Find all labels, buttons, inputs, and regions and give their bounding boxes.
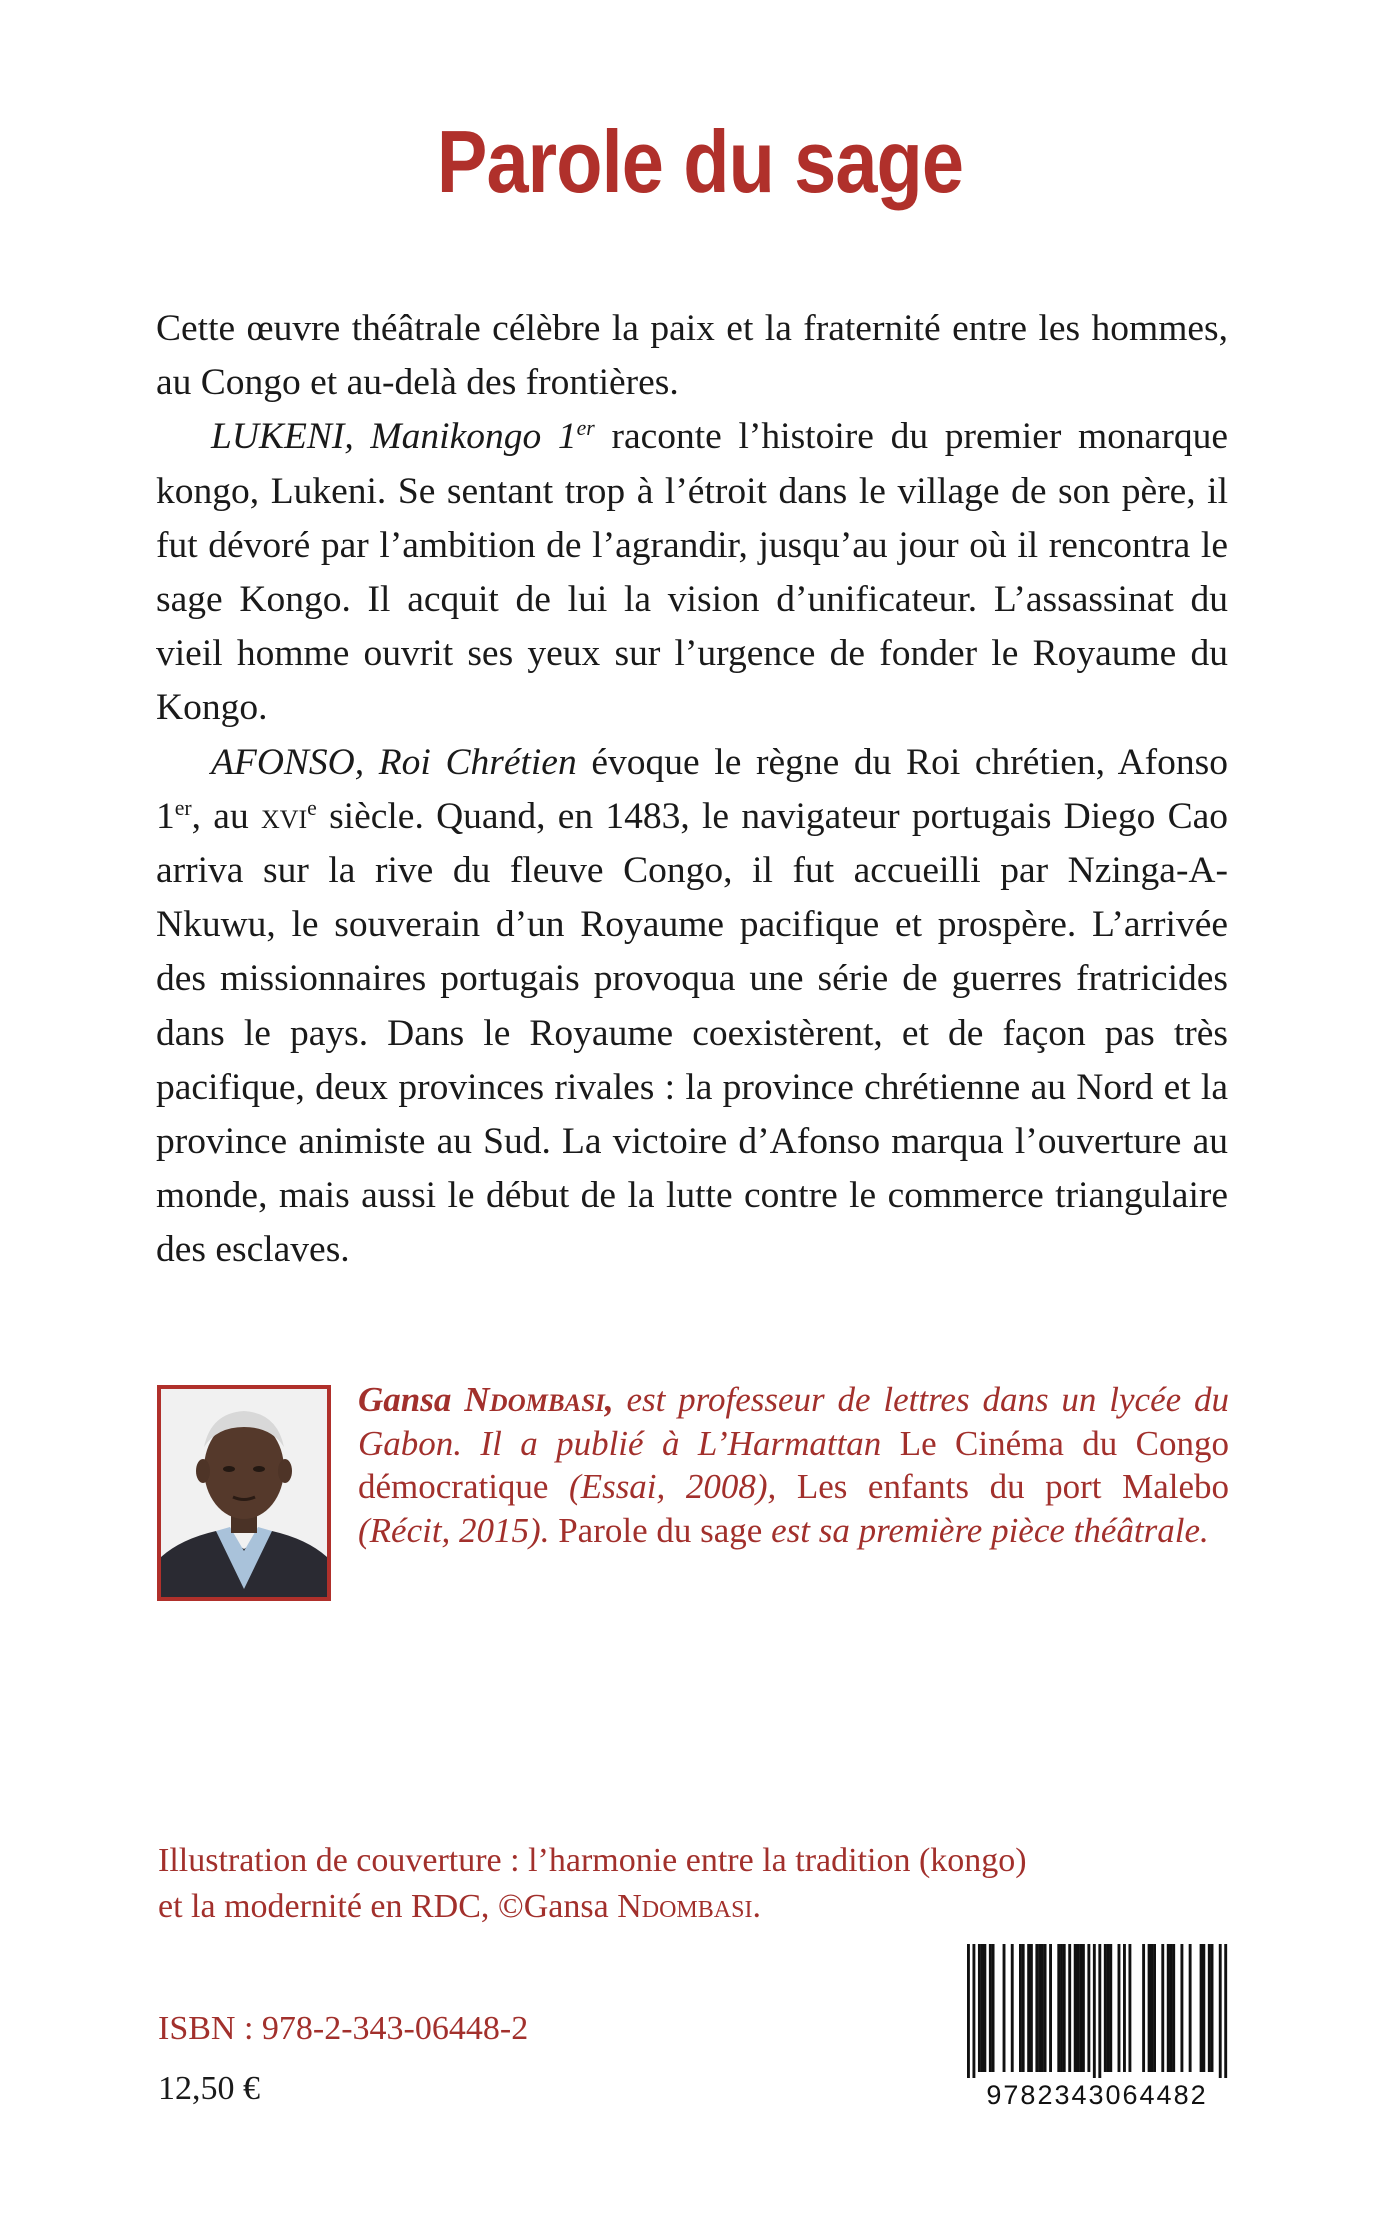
barcode-bar [1060,1944,1063,2072]
barcode-bar [1189,1944,1192,2072]
play-title-lukeni: LUKENI, Manikongo 1 [211,416,577,458]
synopsis [156,302,1228,1278]
lukeni-summary: raconte l’histoire du premier monarque kongo, Lukeni. Se sentant trop à l’étroit dans le village de son père, il fut dévoré par l’ambition de l’agrandir, jusqu’au jour où il rencontra le sage Kongo. Il acquit de lui la vision d’unificateur. L’assassinat du vieil homme ouvrit ses yeux sur l’urgence de fonder le Royaume du Kongo. [156,416,1228,729]
superscript: e [307,795,317,820]
afonso-summary-end: siècle. Quand, en 1483, le navigateur portugais Diego Cao arriva sur la rive du fleuve Congo, il fut accueilli par Nzinga-A-Nkuwu, le souverain d’un Royaume pacifique et prospère. L’arrivée des missionnaires portugais provoqua une série de guerres fratricides dans le pays. Dans le Royaume coexistèrent, et de façon pas très pacifique, deux provinces rivales : la province chrétienne au Nord et la province animiste au Sud. La victoire d’Afonso marqua l’ouverture au monde, mais aussi le début de la lutte contre le commerce triangulaire des esclaves. [156,795,1228,1271]
author-photo [157,1385,331,1601]
barcode-bar [1011,1944,1014,2072]
barcode-bar [1022,1944,1025,2072]
barcode-bars-icon [967,1944,1227,2078]
barcode-bar [1019,1944,1022,2072]
barcode-bar [1035,1944,1038,2072]
barcode-digits: 9782343064482 [986,2080,1208,2110]
barcode-bar [1202,1944,1205,2072]
author-bio-text: est professeur de lettres dans un lycée du Gabon. Il a publié à L’Harmattan [358,1380,1229,1463]
book-meta-essai: (Essai, 2008), [548,1467,777,1506]
barcode-bar [1109,1944,1112,2072]
barcode-bar [1224,1944,1227,2078]
illustration-line-2 [158,1884,1158,1930]
barcode-bar [1087,1944,1090,2072]
synopsis-paragraph-lukeni [156,410,1228,735]
barcode-bar [1219,1944,1222,2078]
barcode-bar [1170,1944,1173,2072]
barcode-bar [1142,1944,1145,2072]
synopsis-paragraph-afonso [156,736,1228,1278]
century-numeral: xvi [260,795,308,837]
barcode-bar [967,1944,970,2078]
barcode-bar [1153,1944,1156,2072]
barcode-bar [1211,1944,1214,2072]
book-title-enfants: Les enfants du port Malebo [776,1467,1229,1506]
book-meta-recit: (Récit, 2015). [358,1510,550,1550]
barcode-bar [1027,1944,1030,2072]
barcode-bar [1150,1944,1153,2072]
barcode-bar [1003,1944,1006,2072]
barcode-bar [1076,1944,1079,2072]
barcode-bar [1161,1944,1164,2072]
barcode-bar [981,1944,984,2072]
barcode-bar [1093,1944,1096,2078]
author-first-name: Gansa [358,1380,452,1419]
afonso-summary-mid: , au [191,795,261,837]
barcode-bar [1038,1944,1041,2072]
book-title-parole: Parole du sage [549,1510,763,1550]
barcode-bar [1128,1944,1131,2072]
barcode-bar [1074,1944,1077,2072]
barcode-bar [1030,1944,1033,2072]
book-title-cinema: Le Cinéma du Congo démocratique [358,1423,1229,1506]
barcode-bar [1057,1944,1060,2072]
superscript: er [174,795,192,820]
author-bio [358,1378,1229,1552]
barcode-bar [1098,1944,1101,2078]
illustration-line-2-text: et la modernité en RDC, ©Gansa [158,1888,618,1925]
barcode-bar [1049,1944,1052,2072]
barcode-bar [989,1944,992,2072]
author-bio-end: est sa première pièce théâtrale. [762,1510,1209,1550]
barcode-bar [1082,1944,1085,2072]
barcode-bar [1148,1944,1151,2072]
barcode-bar [1063,1944,1066,2072]
barcode-bar [1118,1944,1121,2072]
cover-illustration-credit [158,1838,1158,1930]
illustration-line-1: Illustration de couverture : l’harmonie entre la tradition (kongo) [158,1842,1027,1879]
barcode-bar [978,1944,981,2072]
barcode-bar [972,1944,975,2078]
barcode-bar [1180,1944,1183,2072]
barcode-bar [992,1944,995,2072]
barcode-bar [1200,1944,1203,2072]
barcode-bar [1079,1944,1082,2072]
illustration-line-2-end: . [752,1888,761,1925]
barcode-bar [1044,1944,1047,2072]
barcode-bar [1041,1944,1044,2072]
afonso-summary-start: évoque le règne du Roi chrétien, Afonso 1 [156,741,1229,837]
barcode-bar [1172,1944,1175,2072]
barcode-bar [1104,1944,1107,2072]
barcode-bar [983,1944,986,2072]
illustration-author-name: Ndombasi [617,1888,753,1925]
author-portrait-icon [161,1389,327,1597]
barcode-bar [1167,1944,1170,2072]
barcode-bar [1123,1944,1126,2072]
author-last-name: Ndombasi, [464,1380,614,1419]
book-title: Parole du sage [436,112,964,211]
barcode-bar [1107,1944,1110,2072]
superscript: er [576,416,595,441]
play-title-afonso: AFONSO, Roi Chrétien [211,741,577,783]
synopsis-paragraph-intro: Cette œuvre théâtrale célèbre la paix et la fraternité entre les hommes, au Congo et au-delà des frontières. [156,308,1228,404]
barcode-bar [1208,1944,1211,2072]
barcode-bar [1068,1944,1071,2072]
price: 12,50 € [158,2070,260,2107]
barcode [963,1942,1231,2110]
isbn: ISBN : 978-2-343-06448-2 [158,2010,529,2047]
